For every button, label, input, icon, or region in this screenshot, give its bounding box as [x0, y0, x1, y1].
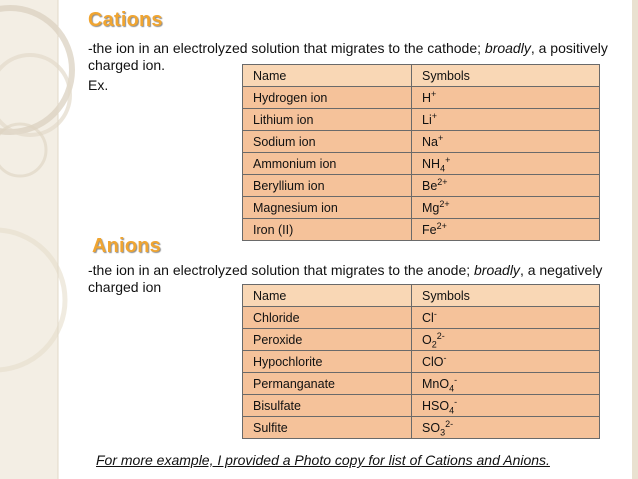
- table-row: [243, 329, 600, 351]
- anion-ion-name: Permanganate: [243, 373, 412, 395]
- symbol-base: MnO: [422, 376, 450, 391]
- anions-definition: -the ion in an electrolyzed solution that migrates to the anode; broadly, a negatively charged ion: [88, 262, 603, 295]
- anion-header-row: [243, 285, 600, 307]
- symbol-base: Li: [422, 112, 432, 127]
- footnote: For more example, I provided a Photo copy for list of Cations and Anions.: [96, 452, 550, 468]
- cation-ion-name: Magnesium ion: [243, 197, 412, 219]
- anion-ion-name: Peroxide: [243, 329, 412, 351]
- symbol-charge: 2-: [436, 330, 445, 341]
- symbol-base: Na: [422, 134, 438, 149]
- table-row: [243, 373, 600, 395]
- cation-ion-name: Ammonium ion: [243, 153, 412, 175]
- cation-header-name: Name: [243, 65, 412, 87]
- cation-ion-name: Lithium ion: [243, 109, 412, 131]
- symbol-charge: +: [445, 154, 451, 165]
- anion-ion-symbol: [412, 351, 600, 373]
- cation-ion-symbol: [412, 219, 600, 241]
- table-row: [243, 153, 600, 175]
- symbol-base: Mg: [422, 200, 440, 215]
- cation-ion-name: Hydrogen ion: [243, 87, 412, 109]
- symbol-charge: 2+: [436, 220, 447, 231]
- symbol-base: ClO: [422, 354, 444, 369]
- symbol-charge: -: [454, 374, 458, 385]
- cation-ion-symbol: [412, 87, 600, 109]
- right-edge-band: [632, 0, 638, 479]
- cations-heading: Cations: [88, 9, 163, 31]
- cation-ion-symbol: [412, 131, 600, 153]
- symbol-base: HSO: [422, 398, 450, 413]
- symbol-charge: 2+: [437, 176, 448, 187]
- table-row: [243, 109, 600, 131]
- anion-ion-symbol: [412, 329, 600, 351]
- symbol-charge: +: [437, 132, 444, 143]
- symbol-charge: -: [454, 396, 458, 407]
- anion-ion-name: Hypochlorite: [243, 351, 412, 373]
- table-row: [243, 351, 600, 373]
- symbol-base: O: [422, 332, 432, 347]
- symbol-base: Be: [422, 178, 438, 193]
- symbol-base: Fe: [422, 222, 437, 237]
- anions-table: [242, 284, 600, 439]
- anion-header-name: Name: [243, 285, 412, 307]
- symbol-charge: +: [431, 88, 437, 99]
- cation-ion-symbol: [412, 175, 600, 197]
- table-row: [243, 307, 600, 329]
- symbol-base: NH: [422, 156, 441, 171]
- symbol-base: H: [422, 90, 432, 105]
- cation-ion-name: Sodium ion: [243, 131, 412, 153]
- symbol-charge: 2-: [445, 418, 454, 429]
- cation-header-row: [243, 65, 600, 87]
- anions-heading: Anions: [92, 235, 161, 257]
- cation-ion-name: Iron (II): [243, 219, 412, 241]
- anion-ion-name: Bisulfate: [243, 395, 412, 417]
- anion-ion-symbol: [412, 373, 600, 395]
- decorative-circles: [0, 0, 82, 479]
- example-label: Ex.: [88, 77, 109, 93]
- symbol-subscript: 3: [440, 427, 446, 437]
- symbol-charge: -: [443, 352, 447, 363]
- anion-ion-symbol: [412, 307, 600, 329]
- symbol-charge: +: [431, 110, 437, 121]
- table-row: [243, 395, 600, 417]
- symbol-base: Cl: [422, 310, 434, 325]
- symbol-base: SO: [422, 420, 441, 435]
- symbol-subscript: 2: [431, 339, 437, 349]
- anion-ion-symbol: [412, 395, 600, 417]
- table-row: [243, 87, 600, 109]
- table-row: [243, 197, 600, 219]
- cation-ion-symbol: [412, 109, 600, 131]
- cation-ion-symbol: [412, 197, 600, 219]
- cation-ion-symbol: [412, 153, 600, 175]
- anion-ion-name: Sulfite: [243, 417, 412, 439]
- cations-definition: -the ion in an electrolyzed solution that migrates to the cathode; broadly, a positively charged ion.: [88, 40, 608, 73]
- table-row: [243, 417, 600, 439]
- table-row: [243, 219, 600, 241]
- table-row: [243, 175, 600, 197]
- symbol-subscript: 4: [440, 163, 446, 173]
- anion-ion-name: Chloride: [243, 307, 412, 329]
- cation-ion-name: Beryllium ion: [243, 175, 412, 197]
- symbol-charge: -: [433, 308, 437, 319]
- symbol-subscript: 4: [449, 383, 455, 393]
- anion-ion-symbol: [412, 417, 600, 439]
- anion-header-symbols: Symbols: [412, 285, 600, 307]
- table-row: [243, 131, 600, 153]
- cation-header-symbols: Symbols: [412, 65, 600, 87]
- cations-table: [242, 64, 600, 241]
- symbol-subscript: 4: [449, 405, 455, 415]
- symbol-charge: 2+: [439, 198, 450, 209]
